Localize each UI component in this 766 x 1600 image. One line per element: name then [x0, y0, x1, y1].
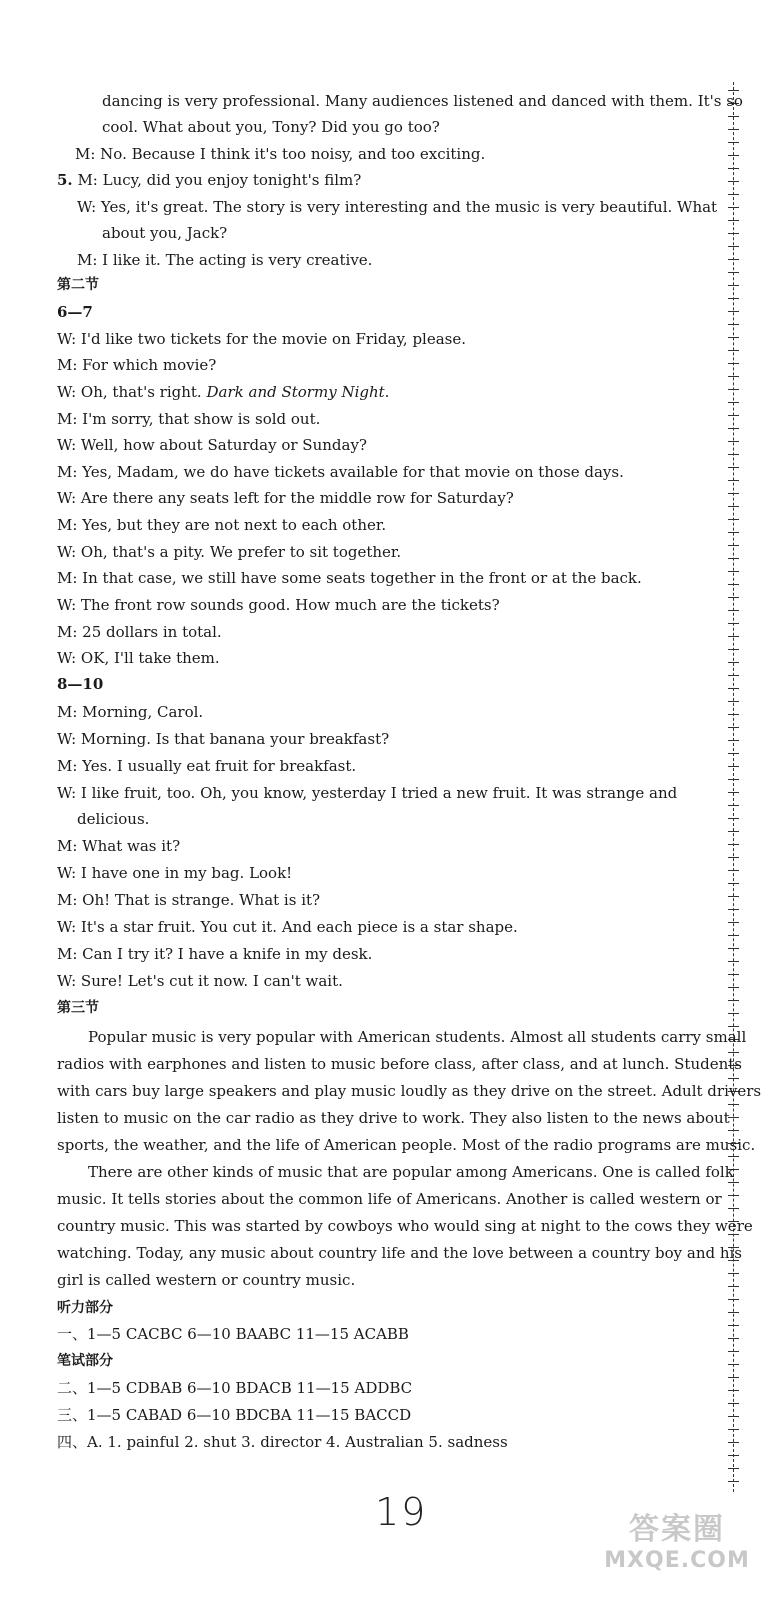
- dialogue-line: M: Yes. I usually eat fruit for breakfast.: [57, 757, 357, 775]
- paragraph-line: Popular music is very popular with American students. Almost all students carry small: [88, 1028, 747, 1046]
- dialogue-line: M: Yes, Madam, we do have tickets available for that movie on those days.: [57, 463, 624, 481]
- answer-line: 一、1—5 CACBC 6—10 BAABC 11—15 ACABB: [57, 1325, 409, 1343]
- dialogue-line: M: 25 dollars in total.: [57, 623, 222, 641]
- paragraph-line: watching. Today, any music about country life and the love between a country boy and his: [57, 1244, 743, 1262]
- answer-line: 二、1—5 CDBAB 6—10 BDACB 11—15 ADDBC: [57, 1379, 413, 1397]
- dialogue-line: M: I'm sorry, that show is sold out.: [57, 410, 321, 428]
- watermark-cn: 答案圈: [629, 1512, 725, 1547]
- dialogue-line: W: Oh, that's a pity. We prefer to sit together.: [57, 543, 402, 561]
- paragraph-line: There are other kinds of music that are popular among Americans. One is called folk: [88, 1163, 734, 1181]
- watermark-logo: [602, 1504, 752, 1594]
- page-number: 19: [375, 1490, 428, 1534]
- text-line: about you, Jack?: [102, 224, 228, 242]
- answer-line: 四、A. 1. painful 2. shut 3. director 4. Australian 5. sadness: [57, 1433, 508, 1451]
- dialogue-line: M: Morning, Carol.: [57, 703, 204, 721]
- dialogue-line: M: For which movie?: [57, 356, 217, 374]
- dialogue-line: M: Yes, but they are not next to each other.: [57, 516, 387, 534]
- dialogue-line: W: I like fruit, too. Oh, you know, yesterday I tried a new fruit. It was strange and: [57, 784, 678, 802]
- text-line: dancing is very professional. Many audiences listened and danced with them. It's so: [102, 92, 743, 110]
- text-line: cool. What about you, Tony? Did you go too?: [102, 118, 440, 136]
- section3-heading: 第三节: [57, 1000, 99, 1016]
- dialogue-line: W: Are there any seats left for the middle row for Saturday?: [57, 489, 514, 507]
- dialogue-line: M: Oh! That is strange. What is it?: [57, 891, 321, 909]
- binding-tick: [728, 1481, 739, 1482]
- written-heading: 笔试部分: [57, 1353, 113, 1369]
- binding-tick: [728, 1455, 739, 1456]
- text-line: W: Yes, it's great. The story is very interesting and the music is very beautiful. What: [77, 198, 718, 216]
- dialogue-line: delicious.: [77, 810, 150, 828]
- paragraph-line: listen to music on the car radio as they drive to work. They also listen to the news about: [57, 1109, 730, 1127]
- paragraph-line: sports, the weather, and the life of American people. Most of the radio programs are music.: [57, 1136, 756, 1154]
- dialogue-line: W: Oh, that's right. Dark and Stormy Night.: [57, 383, 390, 401]
- movie-title: Dark and Stormy Night.: [206, 383, 390, 401]
- text-line: M: No. Because I think it's too noisy, and too exciting.: [75, 145, 486, 163]
- dialogue-line: W: I have one in my bag. Look!: [57, 864, 293, 882]
- dialogue-line: W: Well, how about Saturday or Sunday?: [57, 436, 367, 454]
- dialogue-line: W: Sure! Let's cut it now. I can't wait.: [57, 972, 343, 990]
- binding-tick: [728, 1468, 739, 1469]
- section2-heading: 第二节: [57, 277, 99, 293]
- dialogue-line: W: I'd like two tickets for the movie on Friday, please.: [57, 330, 467, 348]
- paragraph-line: with cars buy large speakers and play music loudly as they drive on the street. Adult drivers: [57, 1082, 762, 1100]
- dialogue-line: W: OK, I'll take them.: [57, 649, 220, 667]
- group-label: 8—10: [57, 675, 104, 693]
- paragraph-line: girl is called western or country music.: [57, 1271, 356, 1289]
- paragraph-line: country music. This was started by cowboys who would sing at night to the cows they were: [57, 1217, 753, 1235]
- dialogue-line: M: What was it?: [57, 837, 181, 855]
- paragraph-line: music. It tells stories about the common life of Americans. Another is called western or: [57, 1190, 722, 1208]
- item-number: 5.: [57, 171, 73, 189]
- dialogue-line: W: The front row sounds good. How much are the tickets?: [57, 596, 500, 614]
- group-label: 6—7: [57, 303, 93, 321]
- paragraph-line: radios with earphones and listen to music before class, after class, and at lunch. Students: [57, 1055, 742, 1073]
- watermark-en: MXQE.COM: [604, 1548, 750, 1573]
- dialogue-line: W: Morning. Is that banana your breakfast?: [57, 730, 390, 748]
- item5-first-line: 5. M: Lucy, did you enjoy tonight's film?: [57, 171, 362, 189]
- text-line: M: I like it. The acting is very creative.: [77, 251, 373, 269]
- dialogue-line: M: In that case, we still have some seats together in the front or at the back.: [57, 569, 642, 587]
- dialogue-line: W: It's a star fruit. You cut it. And each piece is a star shape.: [57, 918, 518, 936]
- listening-heading: 听力部分: [57, 1300, 113, 1316]
- answer-line: 三、1—5 CABAD 6—10 BDCBA 11—15 BACCD: [57, 1406, 412, 1424]
- dialogue-line: M: Can I try it? I have a knife in my desk.: [57, 945, 373, 963]
